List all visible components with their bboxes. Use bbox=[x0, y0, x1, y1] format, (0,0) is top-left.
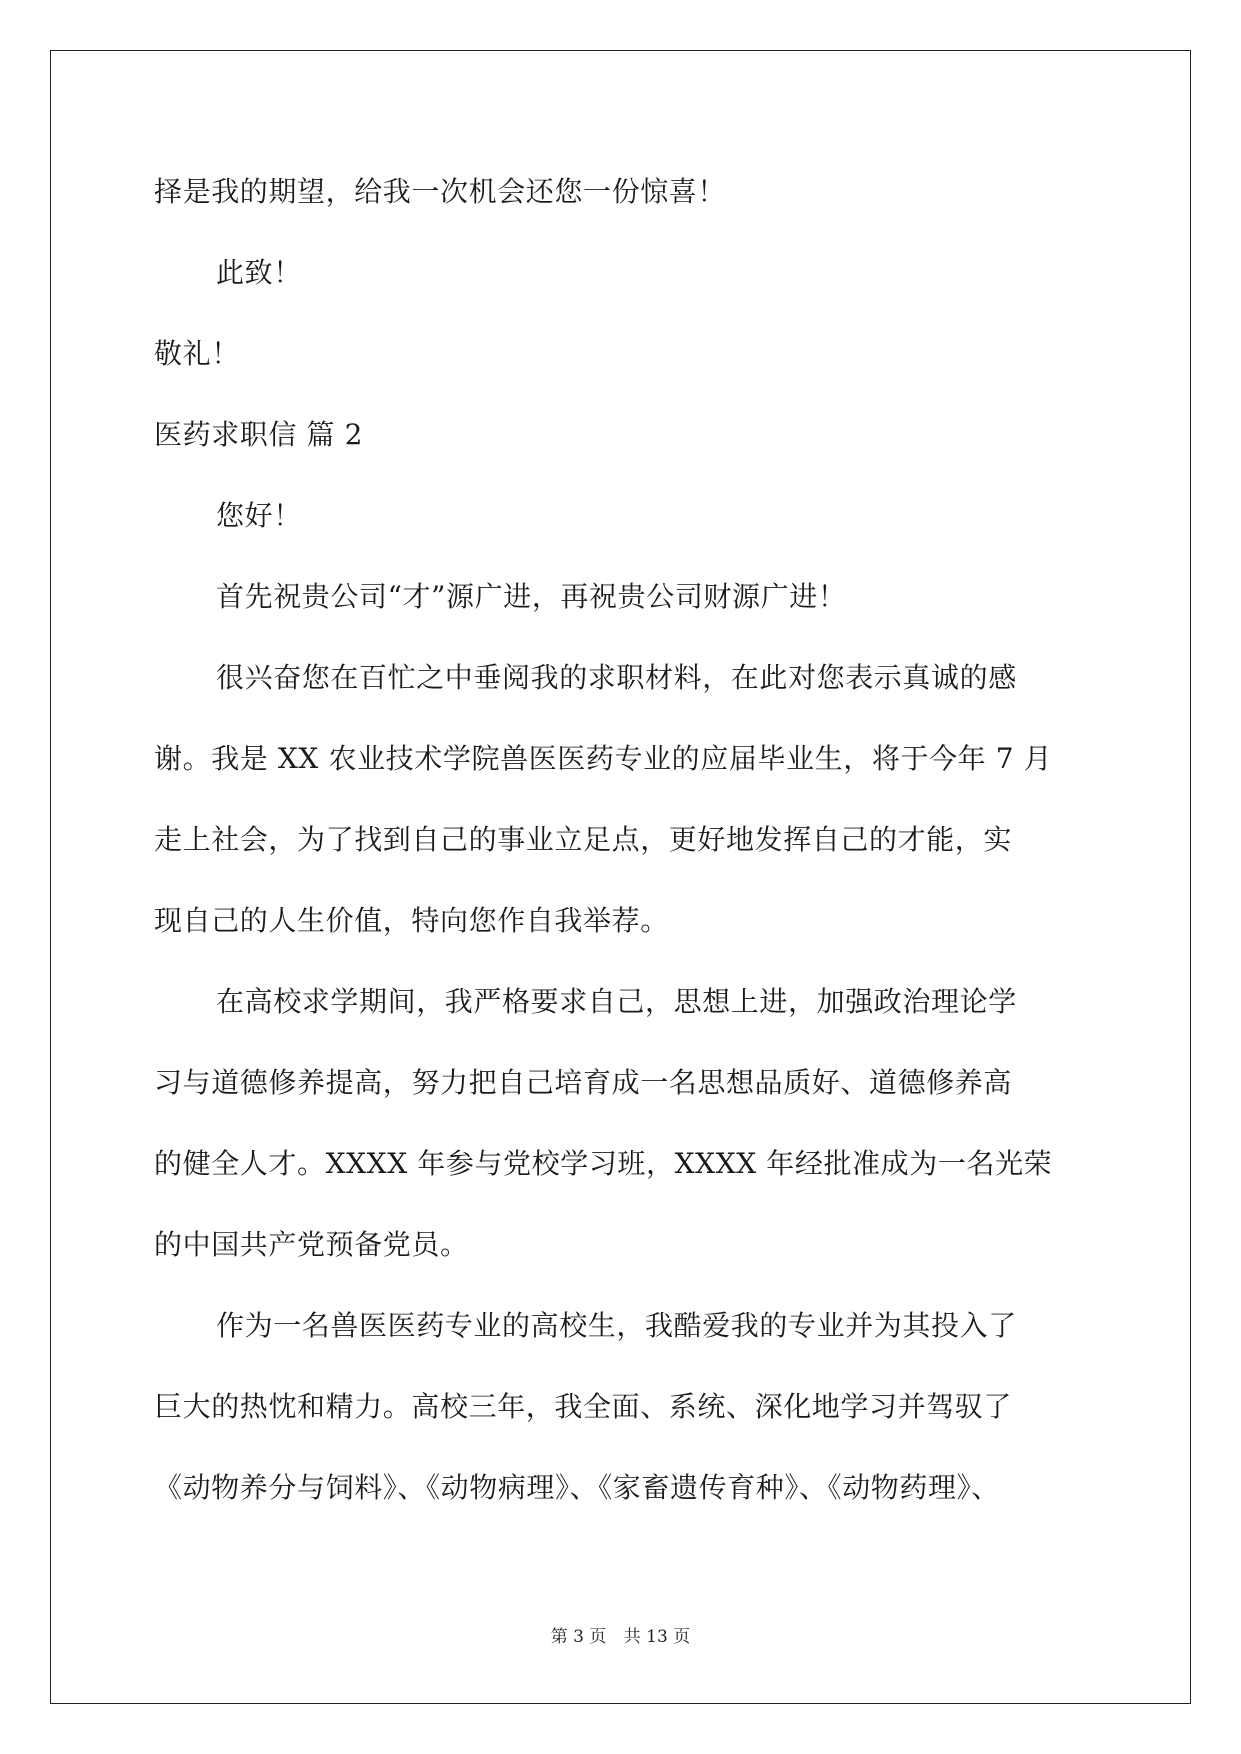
text-line-11: 在高校求学期间，我严格要求自己，思想上进，加强政治理论学 bbox=[216, 985, 1017, 1018]
text-line-15: 作为一名兽医医药专业的高校生，我酷爱我的专业并为其投入了 bbox=[216, 1309, 1017, 1342]
text-line-9: 走上社会，为了找到自己的事业立足点，更好地发挥自己的才能，实 bbox=[154, 823, 1013, 856]
page-number: 第 3 页 bbox=[550, 1627, 607, 1647]
text-line-14: 的中国共产党预备党员。 bbox=[154, 1228, 469, 1261]
page-footer bbox=[0, 1626, 1241, 1648]
greeting: 您好！ bbox=[216, 499, 302, 532]
text-line-10: 现自己的人生价值，特向您作自我举荐。 bbox=[154, 904, 669, 937]
text-line-16: 巨大的热忱和精力。高校三年，我全面、系统、深化地学习并驾驭了 bbox=[154, 1390, 1013, 1423]
text-line-8: 谢。我是 XX 农业技术学院兽医医药专业的应届毕业生，将于今年 7 月 bbox=[154, 742, 1053, 775]
page-border bbox=[50, 50, 1191, 1704]
text-line-17: 《动物养分与饲料》、《动物病理》、《家畜遗传育种》、《动物药理》、 bbox=[154, 1471, 1000, 1504]
text-line-12: 习与道德修养提高，努力把自己培育成一名思想品质好、道德修养高 bbox=[154, 1066, 1013, 1099]
text-line-1: 择是我的期望，给我一次机会还您一份惊喜！ bbox=[154, 175, 727, 208]
section-heading: 医药求职信 篇 2 bbox=[154, 418, 364, 451]
text-line-7: 很兴奋您在百忙之中垂阅我的求职材料，在此对您表示真诚的感 bbox=[216, 661, 1017, 694]
text-line-6: 首先祝贵公司“才”源广进，再祝贵公司财源广进！ bbox=[216, 580, 847, 613]
page-total: 共 13 页 bbox=[623, 1627, 691, 1647]
closing-salutation: 此致！ bbox=[216, 256, 302, 289]
closing-regards: 敬礼！ bbox=[154, 337, 240, 370]
text-line-13: 的健全人才。XXXX 年参与党校学习班，XXXX 年经批准成为一名光荣 bbox=[154, 1147, 1053, 1180]
